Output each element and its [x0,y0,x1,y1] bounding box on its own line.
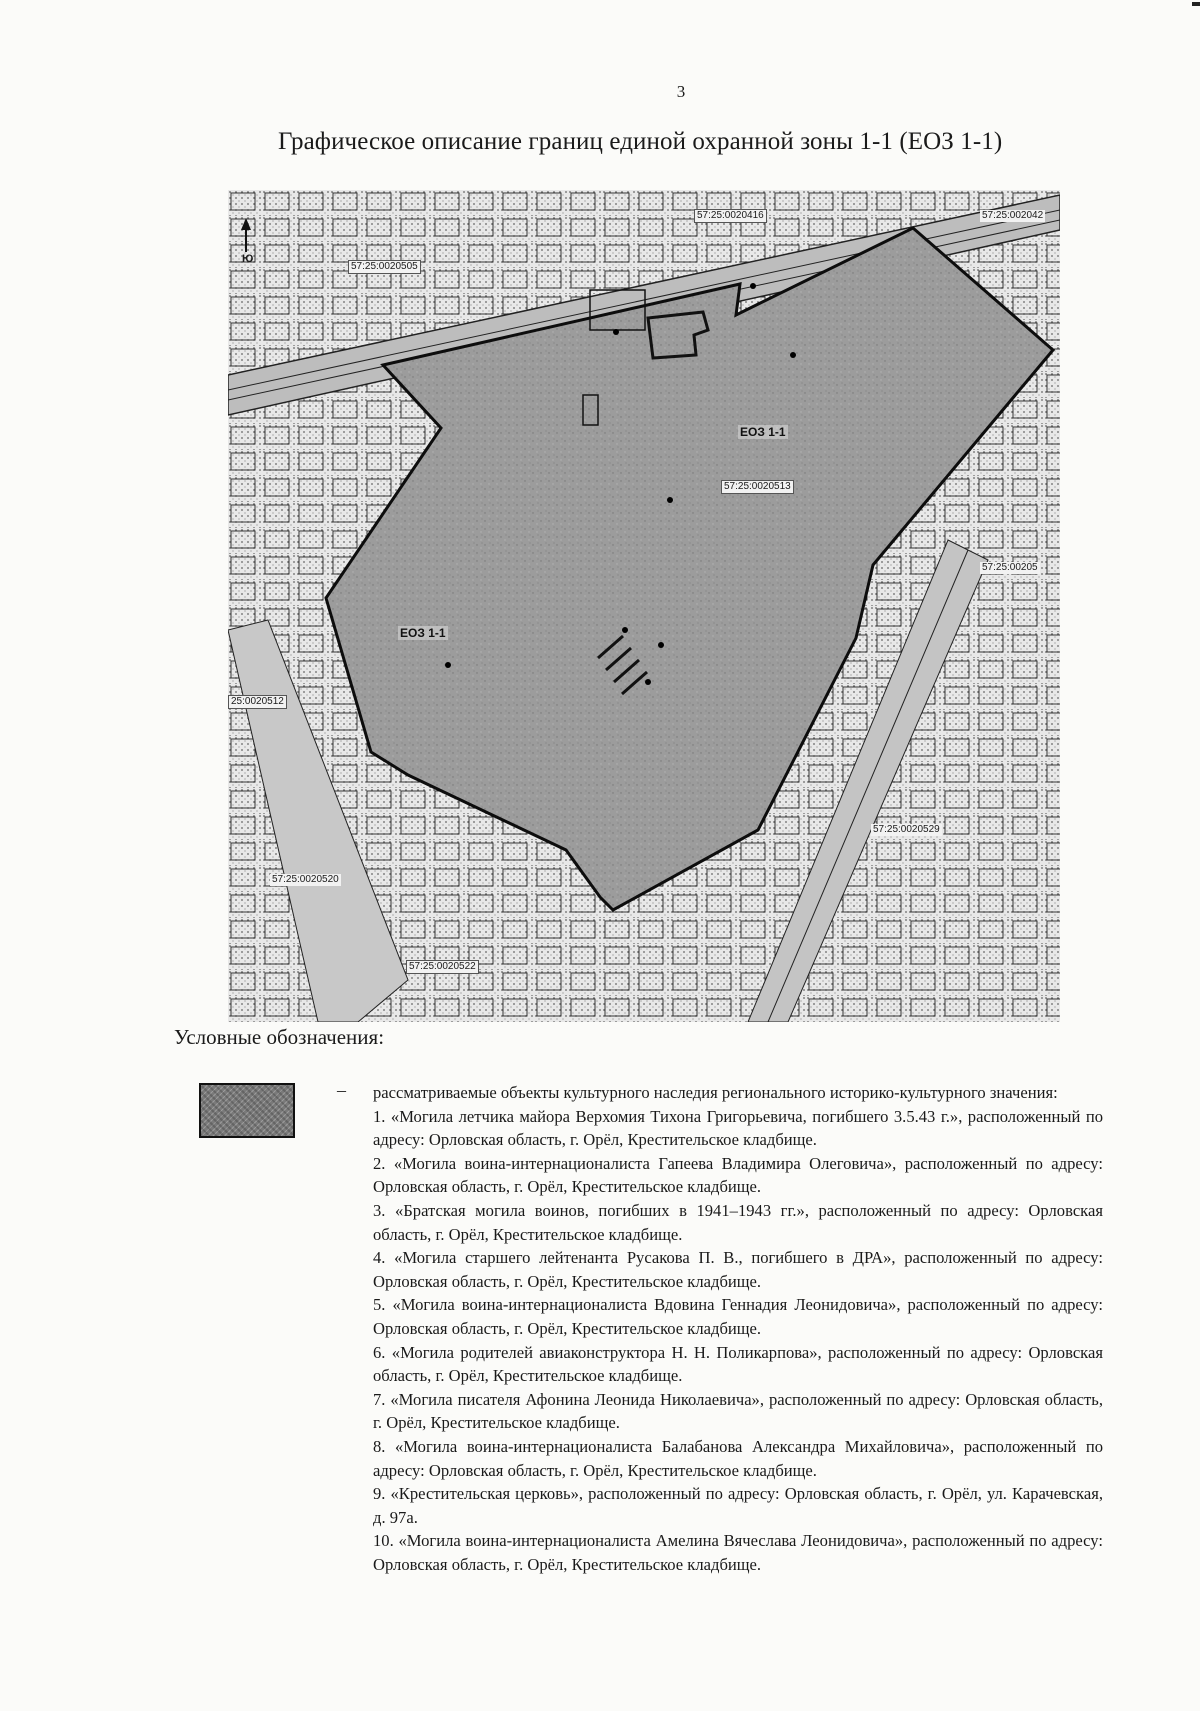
legend-item: 7. «Могила писателя Афонина Леонида Николаевича», расположенный по адресу: Орловская область, г. Орёл, Крестительское кладбище. [373,1389,1103,1433]
legend-swatch [199,1083,295,1138]
zone-label: ЕОЗ 1-1 [740,425,786,439]
parcel-label: 57:25:0020513 [721,480,794,494]
parcel-label: 57:25:00205 [982,562,1038,573]
page-title: Графическое описание границ единой охранной зоны 1-1 (ЕОЗ 1-1) [278,128,1003,155]
page-number: 3 [676,82,686,101]
boundary-map [228,190,1060,1022]
parcel-label: 57:25:0020522 [406,960,479,974]
legend-item: 10. «Могила воина-интернационалиста Амелина Вячеслава Леонидовича», расположенный по адресу: Орловская область, г. Орёл, Крестительское кладбище. [373,1531,1103,1574]
scan-corner-mark [1192,2,1200,6]
legend-title: Условные обозначения: [174,1025,385,1049]
legend-text [373,1081,1103,1576]
legend-item: 9. «Крестительская церковь», расположенный по адресу: Орловская область, г. Орёл, ул. Карачевская, д. 97а. [373,1484,1103,1527]
parcel-label: 57:25:0020520 [272,874,339,885]
legend-item: 4. «Могила старшего лейтенанта Русакова П. В., погибшего в ДРА», расположенный по адресу: Орловская область, г. Орёл, Крестительское кладбище. [373,1248,1103,1291]
parcel-label: 57:25:0020529 [873,824,940,835]
map-svg [228,190,1060,1022]
legend-dash: – [337,1080,346,1100]
parcel-label: 57:25:002042 [982,210,1044,221]
legend-item: 5. «Могила воина-интернационалиста Вдовина Геннадия Леонидовича», расположенный по адресу: Орловская область, г. Орёл, Крестительское кладбище. [373,1295,1103,1338]
legend-item: 8. «Могила воина-интернационалиста Балабанова Александра Михайловича», расположенный по адресу: Орловская область, г. Орёл, Крестительское кладбище. [373,1436,1103,1480]
legend-intro: рассматриваемые объекты культурного наследия регионального историко-культурного значения: [373,1083,1058,1102]
zone-label: ЕОЗ 1-1 [400,626,446,640]
legend-item: 2. «Могила воина-интернационалиста Гапеева Владимира Олеговича», расположенный по адресу: Орловская область, г. Орёл, Крестительское кладбище. [373,1153,1103,1197]
parcel-label: 25:0020512 [228,695,287,709]
legend-item: 1. «Могила летчика майора Верхомия Тихона Григорьевича, погибшего 3.5.43 г.», расположенный по адресу: Орловская область, г. Орёл, Крестительское кладбище. [373,1106,1103,1150]
legend-item: 3. «Братская могила воинов, погибших в 1941–1943 гг.», расположенный по адресу: Орловская область, г. Орёл, Крестительское кладбище. [373,1200,1103,1244]
north-arrow-label: Ю [242,253,254,265]
parcel-label: 57:25:0020416 [694,209,767,223]
legend-item: 6. «Могила родителей авиаконструктора Н. Н. Поликарпова», расположенный по адресу: Орловская область, г. Орёл, Крестительское кладбище. [373,1342,1103,1386]
parcel-label: 57:25:0020505 [348,260,421,274]
